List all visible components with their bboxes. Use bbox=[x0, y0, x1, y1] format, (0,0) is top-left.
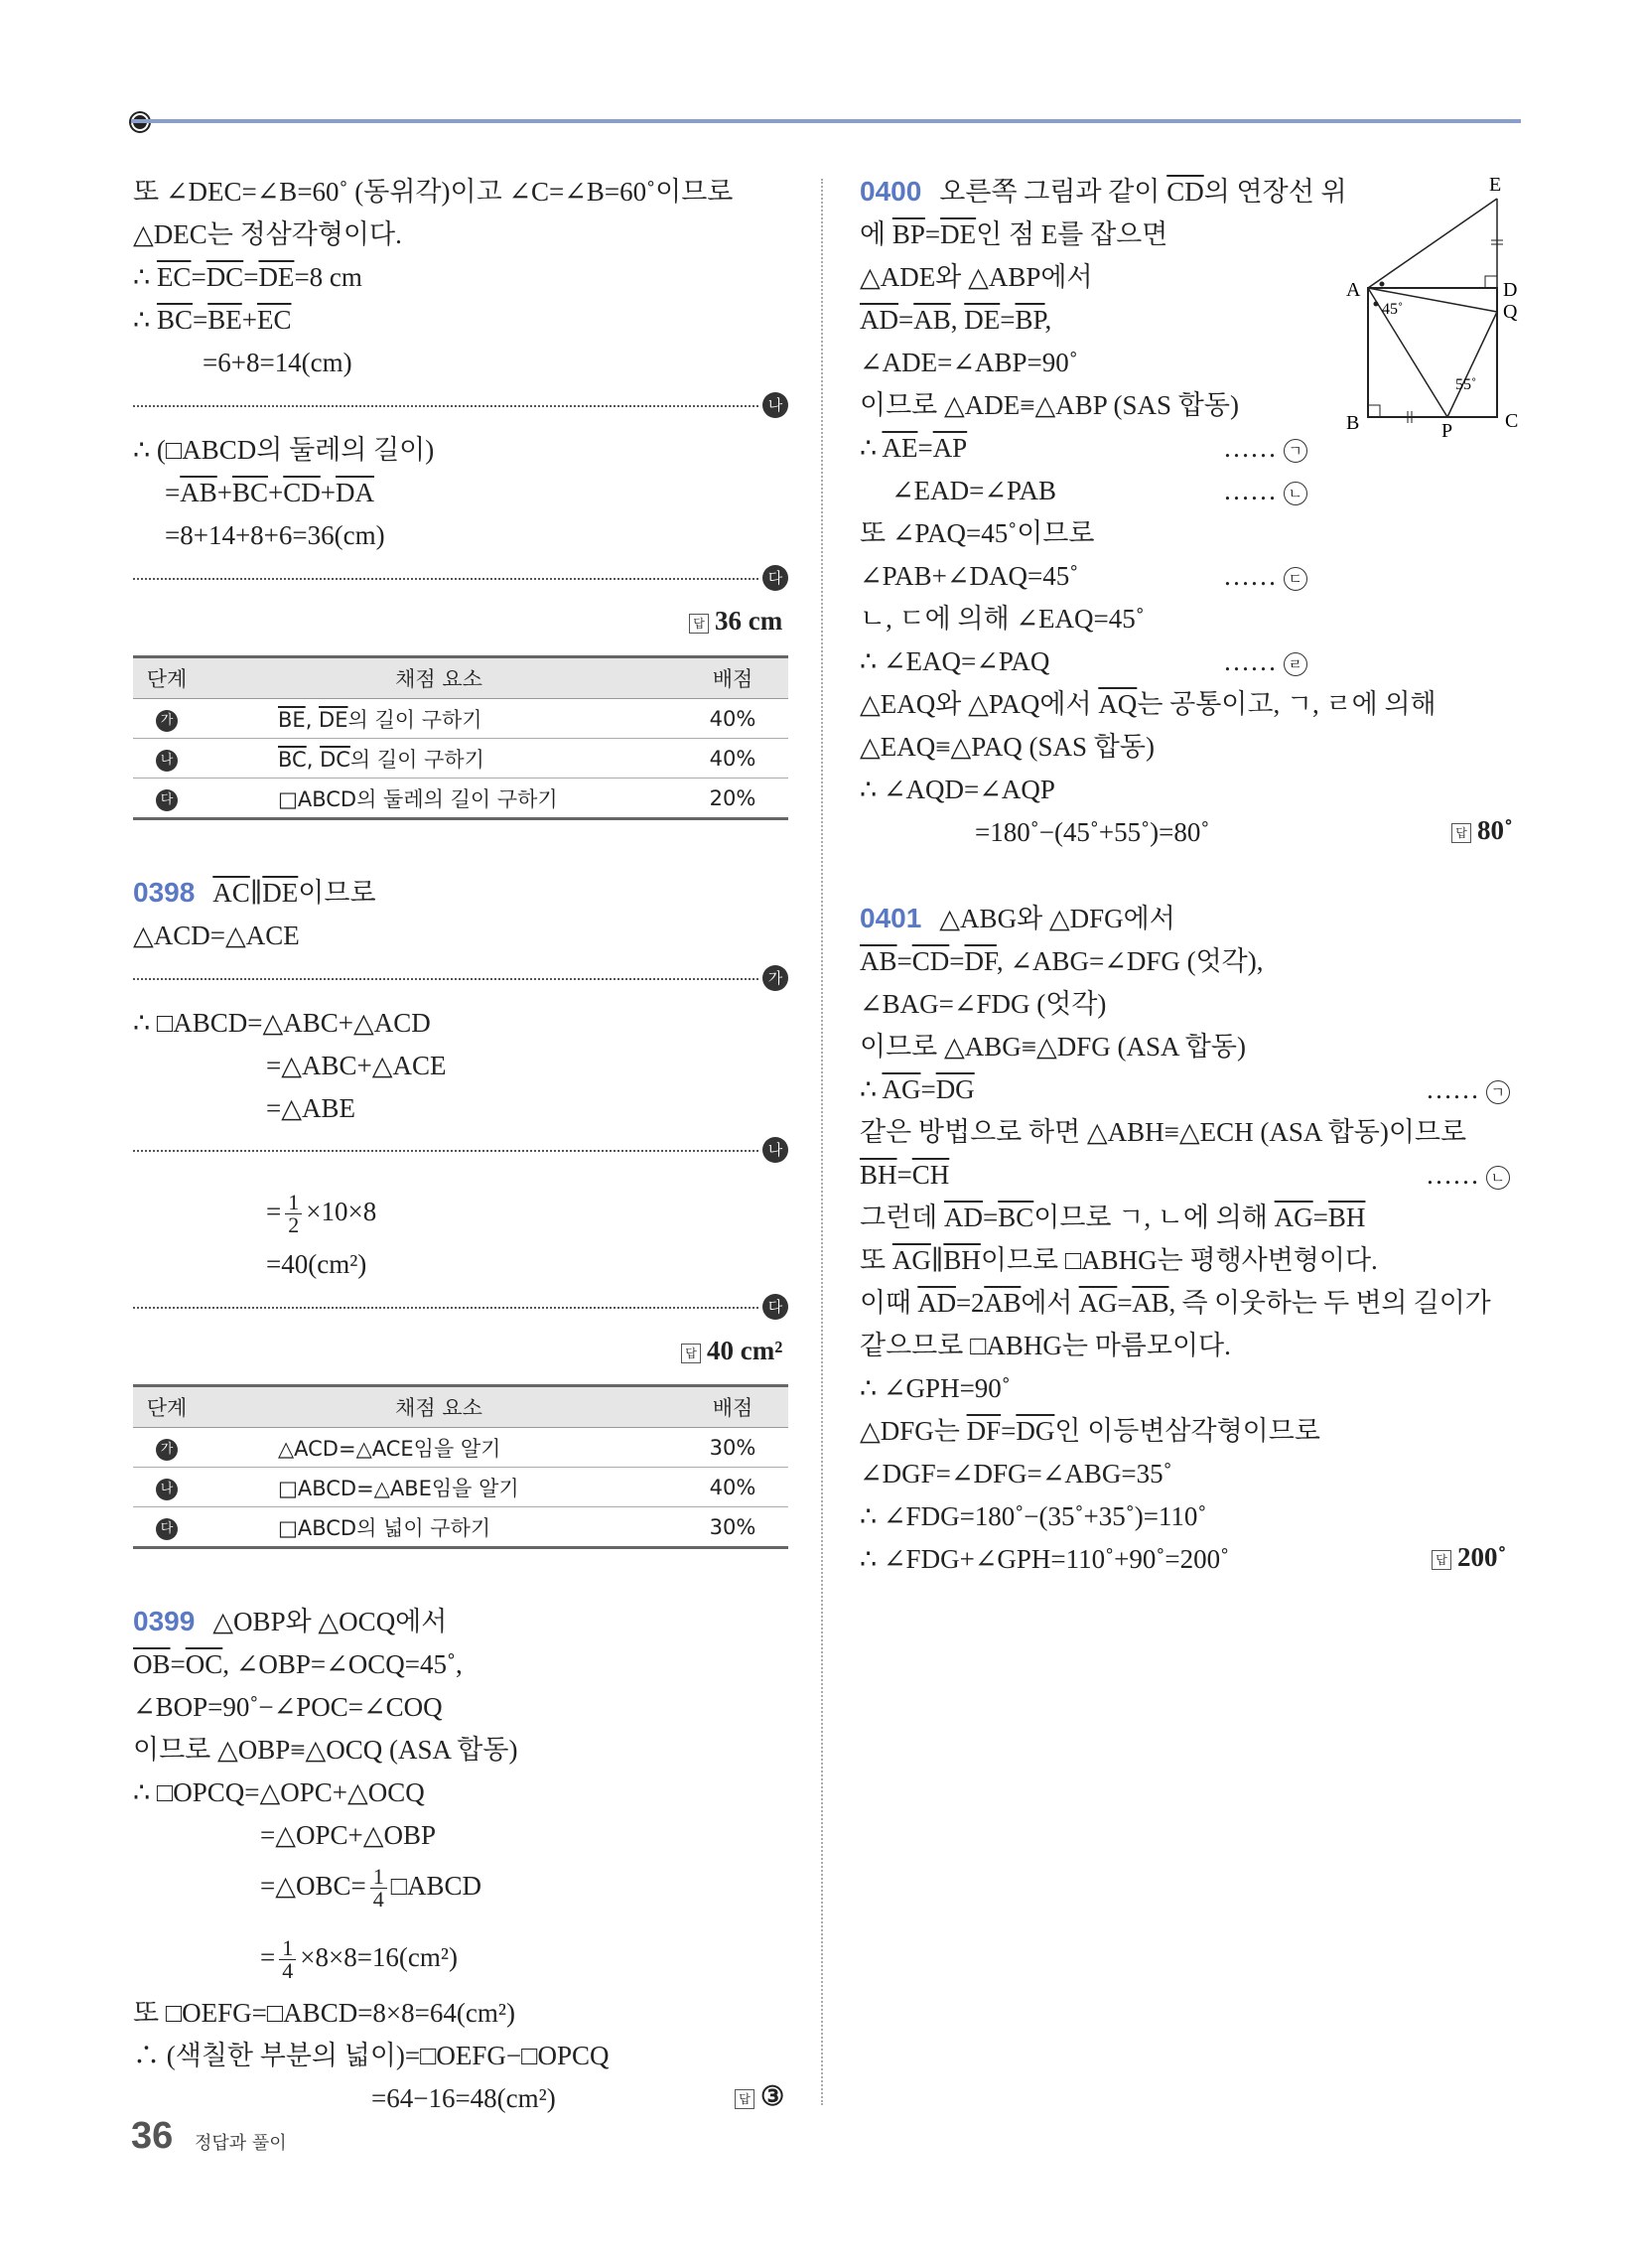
text-line bbox=[133, 1647, 463, 1681]
text: = bbox=[896, 1160, 912, 1190]
step-divider bbox=[133, 1307, 758, 1309]
problem-0399-line bbox=[133, 1605, 447, 1638]
text-line bbox=[860, 687, 1437, 721]
text-line bbox=[260, 1861, 481, 1911]
segment: $\overline{OB}$ bbox=[133, 1649, 171, 1679]
text: = bbox=[165, 478, 181, 507]
text-line: ∴ □ABCD=△ABC+△ACD bbox=[133, 1008, 431, 1038]
text: 인 이등변삼각형이므로 bbox=[1054, 1416, 1320, 1446]
segment: $\overline{AB}$ bbox=[984, 1288, 1022, 1318]
answer-badge-icon: 답 bbox=[681, 1344, 701, 1363]
table-header: 단계 bbox=[133, 1386, 201, 1428]
text: 인 점 E를 잡으면 bbox=[976, 219, 1168, 249]
answer-badge-icon: 답 bbox=[1432, 1550, 1451, 1570]
text-line: △ACD=△ACE bbox=[133, 921, 300, 950]
step-divider bbox=[133, 578, 758, 580]
text: ×10×8 bbox=[306, 1197, 377, 1226]
step-marker: 나 bbox=[156, 750, 178, 772]
text: , bbox=[950, 305, 965, 335]
segment: $\overline{EC}$ bbox=[156, 262, 192, 292]
text: , bbox=[1044, 305, 1052, 335]
segment: $\overline{DE}$ bbox=[964, 305, 1001, 335]
text: ∴ bbox=[133, 305, 157, 335]
problem-number: 0399 bbox=[133, 1606, 196, 1636]
segment: $\overline{AG}$ bbox=[891, 1245, 931, 1275]
text-line: =△OPC+△OBP bbox=[260, 1820, 437, 1850]
text: + bbox=[216, 478, 232, 507]
fraction bbox=[370, 1866, 387, 1911]
text-line bbox=[860, 431, 967, 465]
text: = bbox=[1000, 305, 1016, 335]
circled-label: ㄴ bbox=[1486, 1166, 1510, 1190]
step-divider bbox=[133, 405, 758, 407]
segment: $\overline{AE}$ bbox=[882, 433, 918, 463]
answer-value: 80˚ bbox=[1477, 815, 1513, 845]
fraction-numerator: 1 bbox=[285, 1192, 302, 1214]
table-cell: □ABCD=△ABE임을 알기 bbox=[201, 1468, 677, 1507]
text-line bbox=[133, 260, 362, 294]
text: , bbox=[305, 707, 320, 732]
segment: $\overline{CH}$ bbox=[911, 1160, 950, 1190]
table-cell: 20% bbox=[677, 779, 788, 819]
label-a: A bbox=[1346, 279, 1361, 301]
answer-3 bbox=[735, 2081, 784, 2112]
text-line: ∴ ∠FDG+∠GPH=110˚+90˚=200˚ bbox=[860, 1544, 1230, 1574]
segment: $\overline{AG}$ bbox=[1078, 1288, 1118, 1318]
text-line: =64−16=48(cm²) bbox=[371, 2083, 556, 2113]
segment: $\overline{BE}$ bbox=[207, 305, 242, 335]
fraction-denominator: 2 bbox=[288, 1212, 300, 1238]
text-line: ㄴ, ㄷ에 의해 ∠EAQ=45˚ bbox=[860, 604, 1145, 634]
angle-dot bbox=[1374, 302, 1379, 307]
step-marker: 나 bbox=[762, 1137, 788, 1163]
circled-label: ㄷ bbox=[1284, 567, 1307, 591]
table-cell: □ABCD의 넓이 구하기 bbox=[201, 1507, 677, 1548]
table-row bbox=[133, 699, 788, 739]
segment: $\overline{DG}$ bbox=[935, 1074, 975, 1104]
segment: $\overline{AB}$ bbox=[180, 478, 217, 507]
segment-pq bbox=[1447, 312, 1497, 417]
answer-badge-icon: 답 bbox=[735, 2089, 754, 2109]
answer-badge-icon: 답 bbox=[1451, 823, 1471, 843]
fraction bbox=[279, 1937, 296, 1982]
text-line: △ADE와 △ABP에서 bbox=[860, 262, 1093, 292]
label-e: E bbox=[1489, 174, 1502, 196]
text: = bbox=[983, 1203, 999, 1232]
text: ∴ bbox=[860, 433, 883, 463]
equation-label bbox=[1223, 559, 1307, 593]
answer-5 bbox=[1432, 1542, 1507, 1573]
text: = bbox=[170, 1649, 186, 1679]
equation-label bbox=[1426, 1072, 1510, 1106]
dots: …… bbox=[1223, 433, 1277, 463]
segment: $\overline{BH}$ bbox=[860, 1160, 897, 1190]
text: 는 공통이고, ㄱ, ㄹ에 의해 bbox=[1137, 689, 1437, 719]
text: □ABCD bbox=[390, 1871, 482, 1901]
segment: $\overline{AG}$ bbox=[882, 1074, 921, 1104]
answer-value: 200˚ bbox=[1457, 1542, 1507, 1572]
text: = bbox=[949, 946, 965, 976]
segment: $\overline{DE}$ bbox=[262, 878, 299, 908]
table-row bbox=[133, 1507, 788, 1548]
text-line: ∴ ∠FDG=180˚−(35˚+35˚)=110˚ bbox=[860, 1501, 1207, 1531]
text-line: ∠PAB+∠DAQ=45˚ bbox=[860, 561, 1079, 591]
answer-badge-icon: 답 bbox=[689, 614, 709, 634]
step-marker: 나 bbox=[762, 392, 788, 418]
text: = bbox=[920, 1074, 936, 1104]
segment: $\overline{BC}$ bbox=[156, 305, 193, 335]
text: = bbox=[896, 946, 912, 976]
segment: $\overline{BE}$ bbox=[278, 707, 306, 732]
segment: $\overline{DE}$ bbox=[940, 219, 977, 249]
segment-ap bbox=[1368, 288, 1447, 417]
table-cell: □ABCD의 둘레의 길이 구하기 bbox=[201, 779, 677, 819]
text-line: ∠ADE=∠ABP=90˚ bbox=[860, 348, 1078, 377]
text-line: ∴ ∠GPH=90˚ bbox=[860, 1373, 1011, 1403]
text: , 즉 이웃하는 두 변의 길이가 bbox=[1168, 1288, 1491, 1318]
equation-label bbox=[1223, 474, 1307, 507]
segment: $\overline{CD}$ bbox=[911, 946, 950, 976]
segment: $\overline{CD}$ bbox=[283, 478, 321, 507]
problem-number: 0400 bbox=[860, 176, 922, 207]
answer-2 bbox=[681, 1336, 782, 1366]
segment: $\overline{BH}$ bbox=[1327, 1203, 1366, 1232]
text-line bbox=[860, 1072, 975, 1106]
dots: …… bbox=[1223, 646, 1277, 676]
text-line: △EAQ≡△PAQ (SAS 합동) bbox=[860, 732, 1155, 762]
dots: …… bbox=[1223, 561, 1277, 591]
text-line bbox=[266, 1187, 376, 1236]
text: ∥ bbox=[249, 878, 263, 908]
text-line: 같으므로 □ABHG는 마름모이다. bbox=[860, 1331, 1231, 1360]
right-angle-b-icon bbox=[1368, 405, 1380, 417]
angle-45-label: 45˚ bbox=[1382, 301, 1404, 318]
text: + bbox=[268, 478, 284, 507]
label-q: Q bbox=[1503, 301, 1518, 323]
text: 이므로 ㄱ, ㄴ에 의해 bbox=[1033, 1203, 1275, 1232]
segment: $\overline{BP}$ bbox=[1015, 305, 1045, 335]
text: + bbox=[320, 478, 336, 507]
text-line bbox=[860, 944, 1264, 978]
text-line bbox=[165, 476, 374, 509]
text-line: 또 ∠DEC=∠B=60˚ (동위각)이고 ∠C=∠B=60˚이므로 bbox=[133, 177, 734, 207]
text: =2 bbox=[955, 1288, 985, 1318]
segment: $\overline{DA}$ bbox=[336, 478, 374, 507]
text-line: =△ABC+△ACE bbox=[266, 1051, 447, 1080]
text-line bbox=[860, 303, 1051, 337]
text: = bbox=[1001, 1416, 1017, 1446]
segment-ae bbox=[1368, 199, 1497, 288]
step-marker: 다 bbox=[156, 789, 178, 811]
step-divider bbox=[133, 978, 758, 980]
text: 또 bbox=[860, 1245, 892, 1275]
segment: $\overline{AQ}$ bbox=[1098, 689, 1138, 719]
text: △OBP와 △OCQ에서 bbox=[212, 1607, 448, 1636]
problem-0400-line bbox=[860, 175, 1347, 209]
segment: $\overline{AD}$ bbox=[917, 1288, 956, 1318]
text: = bbox=[917, 433, 933, 463]
text: △DFG는 bbox=[860, 1416, 967, 1446]
text-line bbox=[860, 1414, 1320, 1448]
text: , bbox=[306, 747, 321, 772]
text-line: 이므로 △ADE≡△ABP (SAS 합동) bbox=[860, 390, 1239, 420]
table-row bbox=[133, 1468, 788, 1507]
answer-value: ③ bbox=[760, 2081, 785, 2111]
table-cell: 30% bbox=[677, 1428, 788, 1468]
answer-1 bbox=[689, 606, 782, 637]
text-line: ∠EAD=∠PAB bbox=[891, 476, 1057, 505]
scoring-table-1 bbox=[133, 655, 788, 820]
step-marker: 가 bbox=[156, 1439, 178, 1461]
angle-55-label: 55˚ bbox=[1455, 376, 1477, 393]
text: + bbox=[241, 305, 257, 335]
segment: $\overline{DC}$ bbox=[320, 747, 350, 772]
text: 에 bbox=[860, 219, 892, 249]
table-row bbox=[133, 1428, 788, 1468]
text-line: ∴ ∠AQD=∠AQP bbox=[860, 775, 1055, 804]
segment: $\overline{AD}$ bbox=[860, 305, 898, 335]
text: =8 cm bbox=[294, 262, 362, 292]
fraction bbox=[285, 1192, 302, 1236]
angle-dot bbox=[1380, 282, 1385, 287]
step-marker: 가 bbox=[156, 710, 178, 732]
step-marker: 가 bbox=[762, 965, 788, 991]
circled-label: ㄹ bbox=[1284, 652, 1307, 676]
segment: $\overline{AB}$ bbox=[1132, 1288, 1169, 1318]
answer-value: 36 cm bbox=[715, 606, 783, 636]
text: 의 연장선 위 bbox=[1203, 177, 1347, 207]
circled-label: ㄱ bbox=[1284, 439, 1307, 463]
text: 에서 bbox=[1021, 1288, 1079, 1318]
text: ∴ bbox=[860, 1074, 883, 1104]
text-line bbox=[860, 1158, 949, 1192]
text: , ∠OBP=∠OCQ=45˚, bbox=[222, 1649, 463, 1679]
table-cell: 40% bbox=[677, 1468, 788, 1507]
equation-label bbox=[1223, 431, 1307, 465]
circled-label: ㄴ bbox=[1284, 482, 1307, 505]
answer-4 bbox=[1451, 815, 1513, 846]
segment: $\overline{DE}$ bbox=[258, 262, 295, 292]
header-rule bbox=[131, 119, 1521, 123]
segment: $\overline{BH}$ bbox=[943, 1245, 981, 1275]
text: = bbox=[1312, 1203, 1328, 1232]
fraction-numerator: 1 bbox=[370, 1866, 387, 1889]
fraction-denominator: 4 bbox=[282, 1958, 294, 1984]
text: = bbox=[266, 1197, 282, 1226]
right-angle-d-icon bbox=[1485, 276, 1497, 288]
table-row bbox=[133, 779, 788, 819]
text-line: =△ABE bbox=[266, 1093, 355, 1123]
table-cell: 40% bbox=[677, 699, 788, 739]
text: △ABG와 △DFG에서 bbox=[939, 904, 1175, 933]
text: = bbox=[243, 262, 259, 292]
text-line bbox=[260, 1932, 458, 1982]
column-separator bbox=[821, 179, 823, 2105]
label-p: P bbox=[1441, 420, 1453, 437]
text: = bbox=[260, 1942, 276, 1972]
segment: $\overline{BP}$ bbox=[891, 219, 925, 249]
equation-label bbox=[1426, 1158, 1510, 1192]
text-line: =40(cm²) bbox=[266, 1249, 367, 1279]
segment: $\overline{BC}$ bbox=[998, 1203, 1034, 1232]
text-line: 이므로 △ABG≡△DFG (ASA 합동) bbox=[860, 1032, 1246, 1062]
label-d: D bbox=[1503, 279, 1518, 301]
dots: …… bbox=[1426, 1074, 1479, 1104]
segment: $\overline{DF}$ bbox=[964, 946, 997, 976]
segment: $\overline{AP}$ bbox=[932, 433, 968, 463]
text: 이때 bbox=[860, 1288, 918, 1318]
text-line bbox=[860, 1201, 1365, 1234]
text: 이므로 □ABHG는 평행사변형이다. bbox=[980, 1245, 1378, 1275]
text: ∥ bbox=[930, 1245, 944, 1275]
text: , ∠ABG=∠DFG (엇각), bbox=[996, 946, 1264, 976]
segment: $\overline{OC}$ bbox=[185, 1649, 223, 1679]
text-line bbox=[860, 1286, 1490, 1320]
text: ∴ bbox=[133, 262, 157, 292]
text-line bbox=[133, 303, 291, 337]
equation-label bbox=[1223, 644, 1307, 678]
fraction-denominator: 4 bbox=[372, 1887, 384, 1913]
text-line: =8+14+8+6=36(cm) bbox=[165, 520, 385, 550]
text: ×8×8=16(cm²) bbox=[300, 1942, 458, 1972]
text: 의 길이 구하기 bbox=[349, 747, 484, 772]
text: 그런데 bbox=[860, 1203, 944, 1232]
dots: …… bbox=[1223, 476, 1277, 505]
label-b: B bbox=[1346, 412, 1360, 434]
table-cell: 40% bbox=[677, 739, 788, 779]
text: 오른쪽 그림과 같이 bbox=[939, 177, 1167, 207]
segment: $\overline{AB}$ bbox=[913, 305, 951, 335]
text: = bbox=[191, 262, 206, 292]
text-line: ∴ (색칠한 부분의 넓이)=□OEFG−□OPCQ bbox=[133, 2041, 610, 2070]
text: =△OBC= bbox=[260, 1871, 366, 1901]
text: = bbox=[1117, 1288, 1133, 1318]
dots: …… bbox=[1426, 1160, 1479, 1190]
text-line: ∠BOP=90˚−∠POC=∠COQ bbox=[133, 1692, 443, 1722]
text: △EAQ와 △PAQ에서 bbox=[860, 689, 1099, 719]
label-c: C bbox=[1505, 410, 1519, 432]
segment: $\overline{AD}$ bbox=[944, 1203, 983, 1232]
problem-0401-line bbox=[860, 902, 1175, 935]
table-header: 배점 bbox=[677, 1386, 788, 1428]
step-marker: 나 bbox=[156, 1479, 178, 1500]
footer-label: 정답과 풀이 bbox=[195, 2133, 287, 2154]
table-header: 채점 요소 bbox=[201, 657, 677, 699]
segment: $\overline{BC}$ bbox=[278, 747, 307, 772]
text: = bbox=[924, 219, 941, 249]
text-line: =180˚−(45˚+55˚)=80˚ bbox=[975, 817, 1210, 847]
text-line: ∠DGF=∠DFG=∠ABG=35˚ bbox=[860, 1459, 1172, 1488]
page-number: 36 bbox=[131, 2115, 174, 2157]
text-line: △DEC는 정삼각형이다. bbox=[133, 219, 402, 249]
segment: $\overline{EC}$ bbox=[256, 305, 292, 335]
text-line: ∠BAG=∠FDG (엇각) bbox=[860, 989, 1107, 1019]
segment: $\overline{DG}$ bbox=[1016, 1416, 1055, 1446]
problem-0398-line bbox=[133, 876, 376, 910]
geometry-figure bbox=[1330, 169, 1529, 437]
text-line bbox=[860, 217, 1167, 251]
circled-label: ㄱ bbox=[1486, 1080, 1510, 1104]
text-line bbox=[860, 1243, 1378, 1277]
table-row bbox=[133, 739, 788, 779]
segment: $\overline{DE}$ bbox=[319, 707, 348, 732]
problem-number: 0401 bbox=[860, 903, 922, 933]
step-marker: 다 bbox=[762, 1294, 788, 1320]
table-header: 채점 요소 bbox=[201, 1386, 677, 1428]
segment: $\overline{BC}$ bbox=[231, 478, 269, 507]
text-line: ∴ (□ABCD의 둘레의 길이) bbox=[133, 435, 435, 465]
text: = bbox=[192, 305, 208, 335]
text-line: =6+8=14(cm) bbox=[203, 348, 352, 377]
segment: $\overline{AG}$ bbox=[1274, 1203, 1313, 1232]
fraction-numerator: 1 bbox=[279, 1937, 296, 1960]
segment: $\overline{AB}$ bbox=[860, 946, 897, 976]
table-header: 단계 bbox=[133, 657, 201, 699]
text-line: 이므로 △OBP≡△OCQ (ASA 합동) bbox=[133, 1735, 518, 1765]
text-line: 또 □OEFG=□ABCD=8×8=64(cm²) bbox=[133, 1998, 515, 2028]
step-marker: 다 bbox=[156, 1518, 178, 1540]
segment: $\overline{AC}$ bbox=[212, 878, 250, 908]
text-line: 또 ∠PAQ=45˚이므로 bbox=[860, 518, 1095, 548]
segment: $\overline{CD}$ bbox=[1166, 177, 1204, 207]
step-marker: 다 bbox=[762, 565, 788, 591]
segment: $\overline{DF}$ bbox=[966, 1416, 1002, 1446]
scoring-table-2 bbox=[133, 1384, 788, 1549]
segment: $\overline{DC}$ bbox=[205, 262, 244, 292]
problem-number: 0398 bbox=[133, 877, 196, 908]
step-divider bbox=[133, 1150, 758, 1152]
text-line: ∴ □OPCQ=△OPC+△OCQ bbox=[133, 1777, 425, 1807]
table-cell: △ACD=△ACE임을 알기 bbox=[201, 1428, 677, 1468]
text: 이므로 bbox=[298, 878, 376, 908]
table-header: 배점 bbox=[677, 657, 788, 699]
answer-value: 40 cm² bbox=[707, 1336, 783, 1365]
text: = bbox=[898, 305, 914, 335]
text: 의 길이 구하기 bbox=[347, 707, 482, 732]
table-cell: 30% bbox=[677, 1507, 788, 1548]
text-line: ∴ ∠EAQ=∠PAQ bbox=[860, 646, 1050, 676]
text-line: 같은 방법으로 하면 △ABH≡△ECH (ASA 합동)이므로 bbox=[860, 1117, 1467, 1147]
